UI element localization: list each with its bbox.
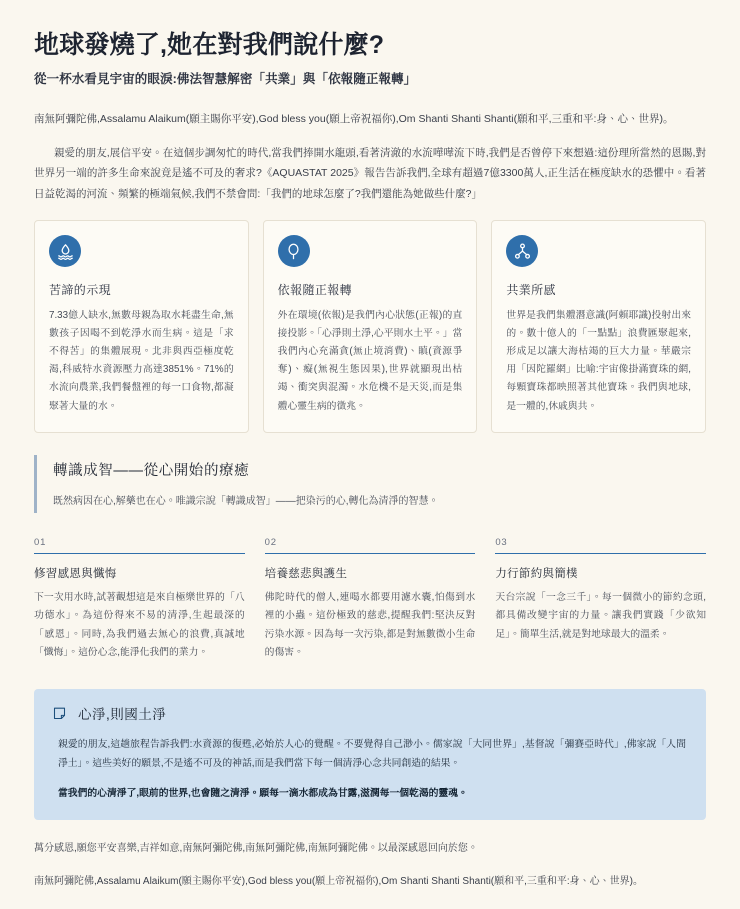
intro-paragraph: 親愛的朋友,展信平安。在這個步調匆忙的時代,當我們捧開水龍頭,看著清澈的水流嘩嘩流下時,我們是否曾停下來想過:這份理所當然的恩賜,對世界另一端的許多生命來說竟是遙不可及的奢求?《AQUASTAT 2025》報告告訴我們,全球有超過7億3300萬人,正生活在極度缺水的恐懼中。看著日益乾渴的河流、頻繁的極端氣候,我們不禁會問:「我們的地球怎麼了?我們還能為她做些什麼?」 [34, 146, 706, 200]
step-divider [265, 553, 476, 554]
mirror-reflection-icon [278, 235, 310, 267]
step-item [495, 537, 706, 663]
footer-thanks: 萬分感恩,願您平安喜樂,吉祥如意,南無阿彌陀佛,南無阿彌陀佛,南無阿彌陀佛。以最深感恩回向於您。 [34, 842, 478, 854]
callout-header [52, 703, 686, 723]
card-body: 外在環境(依報)是我們內心狀態(正報)的直接投影。「心淨則土淨,心平則水土平。」當我們內心充滿貪(無止境消費)、瞋(資源爭奪)、癡(無視生態因果),世界就顯現出枯竭、衝突與混濁。水危機不是天災,而是集體心靈生病的徵兆。 [277, 310, 463, 412]
step-body: 下一次用水時,試著觀想這是來自極樂世界的「八功德水」。為這份得來不易的清淨,生起最深的「感恩」。同時,為我們過去無心的浪費,真誠地「懺悔」。這份心念,能淨化我們的業力。 [34, 591, 245, 659]
step-number: 01 [34, 536, 47, 548]
step-number: 03 [495, 536, 508, 548]
section-title: 轉識成智——從心開始的療癒 [53, 462, 250, 479]
card-title: 依報隨正報轉 [277, 283, 353, 297]
concept-card-row [34, 220, 706, 433]
page-title: 地球發燒了,她在對我們說什麼? [34, 31, 385, 59]
note-icon [52, 706, 67, 721]
step-title: 力行節約與簡樸 [495, 567, 578, 580]
section-lead: 既然病因在心,解藥也在心。唯識宗說「轉識成智」——把染污的心,轉化為清淨的智慧。 [53, 495, 439, 507]
steps-row [34, 537, 706, 663]
salutation-paragraph: 南無阿彌陀佛,Assalamu Alaikum(願主賜你平安),God bless you(願上帝祝福你),Om Shanti Shanti Shanti(願和平,三重和平:身、心、世界)。 [34, 112, 674, 125]
page-subtitle: 從一杯水看見宇宙的眼淚:佛法智慧解密「共業」與「依報隨正報轉」 [34, 72, 417, 87]
card-title: 苦諦的示現 [49, 283, 112, 297]
step-title: 修習感恩與懺悔 [34, 567, 117, 580]
step-body: 佛陀時代的僧人,連喝水都要用濾水囊,怕傷到水裡的小蟲。這份極致的慈悲,提醒我們:堅決反對污染水源。因為每一次污染,都是對無數微小生命的傷害。 [264, 591, 476, 659]
step-item [265, 537, 476, 663]
footer-blessing: 南無阿彌陀佛,Assalamu Alaikum(願主賜你平安),God bless you(願上帝祝福你),Om Shanti Shanti Shanti(願和平,三重和平:身、心、世界)。 [34, 876, 644, 888]
step-divider [34, 553, 245, 554]
step-item [34, 537, 245, 663]
callout-box [34, 689, 706, 820]
step-title: 培養慈悲與護生 [264, 567, 348, 580]
step-divider [495, 553, 706, 554]
concept-card [263, 220, 478, 433]
callout-title: 心淨,則國土淨 [78, 707, 167, 723]
concept-card [491, 220, 706, 433]
section-block [34, 455, 706, 513]
step-number: 02 [264, 536, 277, 548]
step-body: 天台宗說「一念三千」。每一個微小的節約念頭,都具備改變宇宙的力量。讓我們實踐「少欲知足」。簡單生活,就是對地球最大的溫柔。 [495, 591, 707, 640]
callout-emphasis: 當我們的心清淨了,眼前的世界,也會隨之清淨。願每一滴水都成為甘露,滋潤每一個乾渴的靈魂。 [58, 788, 468, 800]
network-nodes-icon [506, 235, 538, 267]
card-title: 共業所感 [506, 283, 556, 297]
water-drop-icon [49, 235, 81, 267]
concept-card [34, 220, 249, 433]
callout-paragraph: 親愛的朋友,這趟旅程告訴我們:水資源的復甦,必始於人心的覺醒。不要覺得自己渺小。儒家說「大同世界」,基督說「彌賽亞時代」,佛家說「人間淨土」。這些美好的願景,不是遙不可及的神話,而是我們當下每一個清淨心念共同創造的結果。 [58, 739, 686, 769]
card-body: 世界是我們集體潛意識(阿賴耶識)投射出來的。數十億人的「一點點」浪費匯聚起來,形成足以讓大海枯竭的巨大力量。華嚴宗用「因陀羅網」比喻:宇宙像掛滿寶珠的網,每顆寶珠都映照著其他寶珠。我們與地球,是一體的,休戚與共。 [506, 310, 692, 412]
card-body: 7.33億人缺水,無數母親為取水耗盡生命,無數孩子因喝不到乾淨水而生病。這是「求不得苦」的集體展現。北非與西亞極度乾渴,科威特水資源壓力高達3851%。71%的水流向農業,我們餐盤裡的每一口食物,都凝聚著大量的水。 [49, 310, 234, 412]
